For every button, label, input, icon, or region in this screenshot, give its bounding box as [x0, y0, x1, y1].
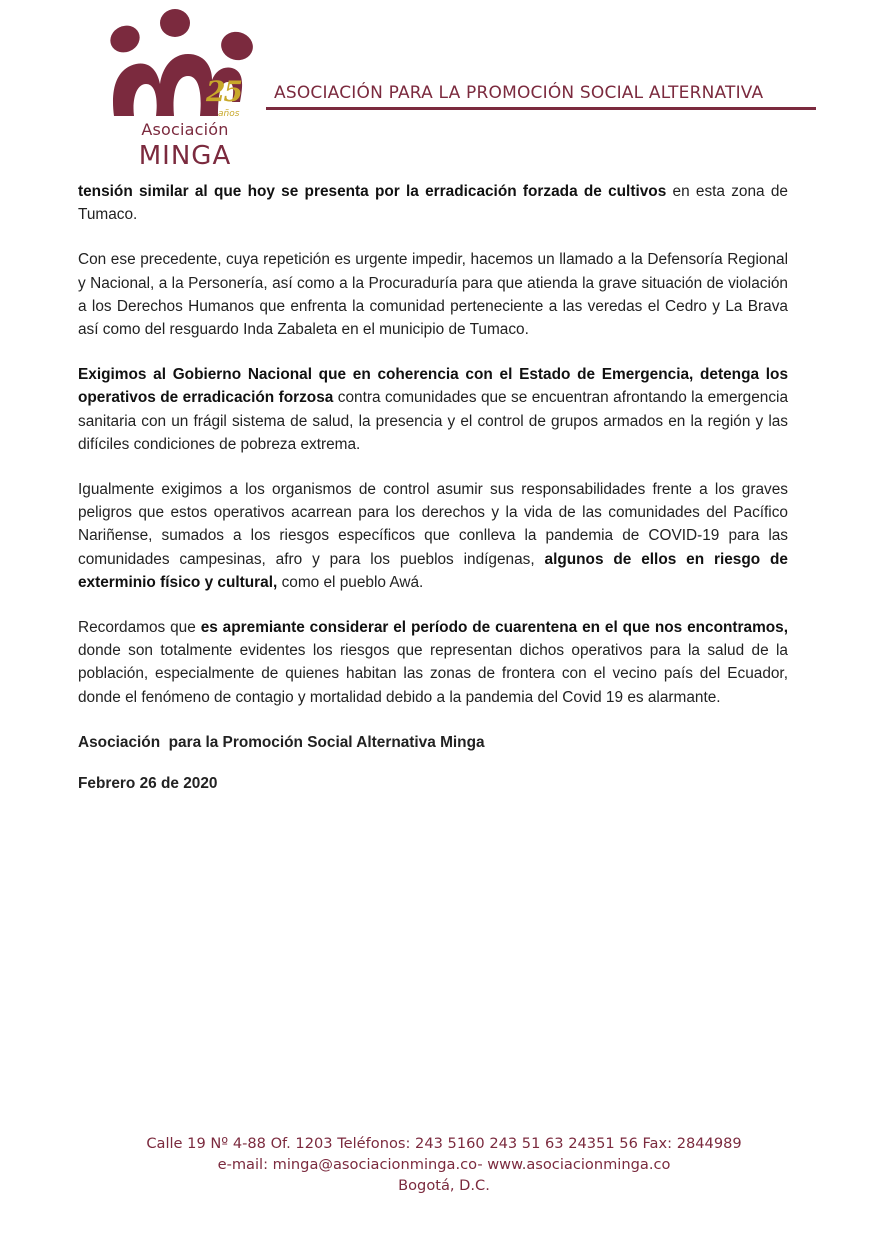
- paragraph-text-end: como el pueblo Awá.: [277, 573, 424, 591]
- paragraph-text: Con ese precedente, cuya repetición es urgente impedir, hacemos un llamado a la Defensoría Regional y Nacional, a la Personería, así como a la Procuraduría para que atienda la grave situación de violación a los Derechos Humanos que enfrenta la comunidad perteneciente a las veredas el Cedro y La Brava así como del resguardo Inda Zabaleta en el municipio de Tumaco.: [78, 251, 788, 339]
- footer-city: Bogotá, D.C.: [398, 1177, 490, 1194]
- bold-phrase: algunos de ellos en riesgo de exterminio físico y cultural,: [78, 550, 788, 591]
- anniversary-number: 25: [206, 75, 241, 108]
- letterhead: [0, 0, 888, 175]
- logo-association-word: Asociación: [141, 120, 229, 139]
- footer-address: Calle 19 Nº 4-88 Of. 1203 Teléfonos: 243 5160 243 51 63 24351 56 Fax: 2844989: [146, 1135, 742, 1152]
- paragraph-text: Igualmente exigimos a los organismos de control asumir sus responsabilidades frente a los graves peligros que estos operativos acarrean para los derechos y la vida de las comunidades del Pacífico Nariñense, sumados a los riesgos específicos que conlleva la pandemia de COVID-19 para las comunidades campesinas, afro y para los pueblos indígenas,: [78, 481, 788, 568]
- minga-logo: [100, 6, 270, 174]
- organization-title: ASOCIACIÓN PARA LA PROMOCIÓN SOCIAL ALTERNATIVA: [274, 83, 764, 103]
- header-divider: [266, 107, 816, 110]
- paragraph: [78, 248, 788, 341]
- letter-date: Febrero 26 de 2020: [78, 775, 218, 793]
- letterhead-footer: [0, 1133, 888, 1196]
- bold-phrase: es apremiante considerar el período de cuarentena en el que nos encontramos,: [200, 619, 789, 637]
- paragraph: [78, 180, 788, 226]
- paragraph-text: contra comunidades que se encuentran afrontando la emergencia sanitaria con un frágil sistema de salud, la presencia y el control de grupos armados en la región y las difíciles condiciones de pobreza extrema.: [78, 389, 789, 453]
- bold-phrase: tensión similar al que hoy se presenta por la erradicación forzada de cultivos: [78, 183, 667, 200]
- anniversary-word: años: [218, 109, 240, 119]
- letter-body: [78, 180, 788, 813]
- paragraph-text: Recordamos que: [78, 619, 201, 637]
- logo-name: MINGA: [138, 141, 232, 171]
- paragraph-text: en esta zona de Tumaco.: [78, 183, 788, 224]
- footer-contact: e-mail: minga@asociacionminga.co- www.asociacionminga.co: [217, 1156, 671, 1173]
- paragraph: [78, 478, 788, 594]
- bold-phrase: Exigimos al Gobierno Nacional que en coherencia con el Estado de Emergencia, detenga los operativos de erradicación forzosa: [78, 366, 788, 407]
- signature: Asociación para la Promoción Social Alternativa Minga: [78, 733, 485, 751]
- paragraph: [78, 616, 788, 709]
- paragraph: [78, 363, 788, 456]
- paragraph-text-end: donde son totalmente evidentes los riesgos que representan dichos operativos para la salud de la población, especialmente de quienes habitan las zonas de frontera con el vecino país del Ecuador, donde el fenómeno de contagio y mortalidad debido a la pandemia del Covid 19 es alarmante.: [78, 642, 788, 706]
